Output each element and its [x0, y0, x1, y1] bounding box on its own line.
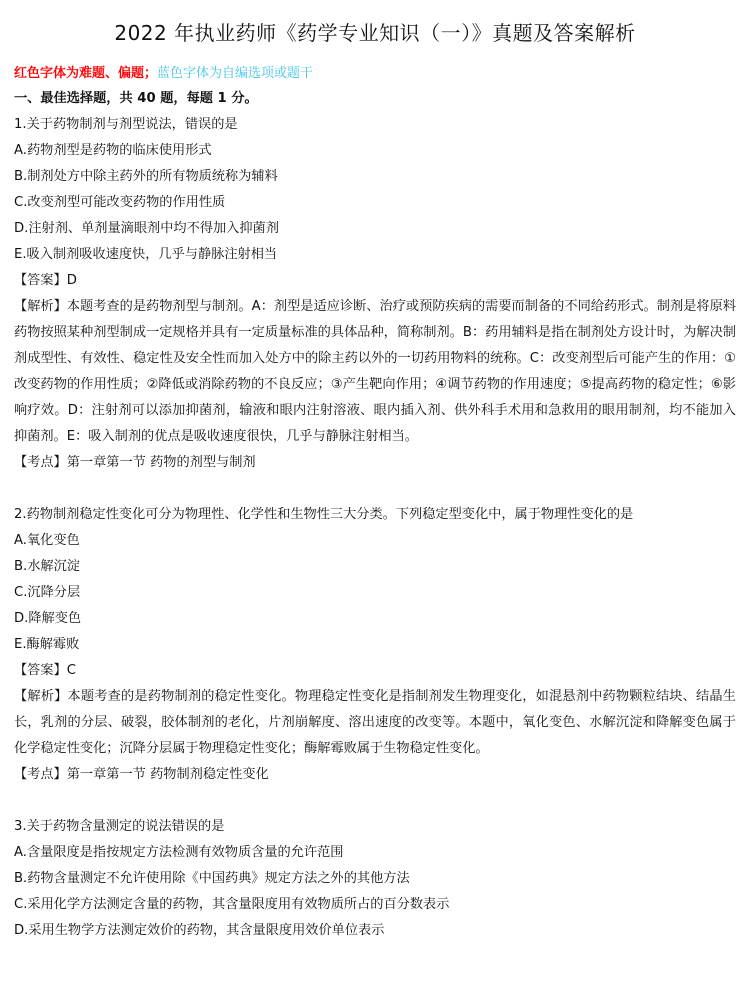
option-d: D.降解变色: [14, 611, 82, 626]
option-d: D.采用生物学方法测定效价的药物，其含量限度用效价单位表示: [14, 923, 385, 938]
question-2: [14, 502, 736, 788]
option-c: C.改变剂型可能改变药物的作用性质: [14, 195, 226, 210]
exam-point: 【考点】第一章第一节 药物的剂型与制剂: [14, 455, 256, 470]
section-heading: 一、最佳选择题，共 40 题，每题 1 分。: [14, 91, 258, 106]
legend-blue-text: 蓝色字体为自编选项或题干: [157, 66, 314, 81]
option-b: B.制剂处方中除主药外的所有物质统称为辅料: [14, 169, 278, 184]
analysis: 【解析】本题考查的是药物制剂的稳定性变化。物理稳定性变化是指制剂发生物理变化，如混悬剂中药物颗粒结块、结晶生长，乳剂的分层、破裂，胶体制剂的老化，片剂崩解度、溶出速度的改变等。本题中，氧化变色、水解沉淀和降解变色属于化学稳定性变化；沉降分层属于物理稳定性变化；酶解霉败属于生物稳定性变化。: [14, 689, 736, 756]
spacer: [14, 788, 736, 814]
color-legend: [14, 62, 736, 86]
option-b: B.药物含量测定不允许使用除《中国药典》规定方法之外的其他方法: [14, 871, 410, 886]
question-3: [14, 814, 736, 944]
question-stem: 2.药物制剂稳定性变化可分为物理性、化学性和生物性三大分类。下列稳定型变化中，属于物理性变化的是: [14, 507, 634, 522]
option-e: E.酶解霉败: [14, 637, 80, 652]
option-c: C.沉降分层: [14, 585, 81, 600]
analysis: 【解析】本题考查的是药物剂型与制剂。A：剂型是适应诊断、治疗或预防疾病的需要而制备的不同给药形式。制剂是将原料药物按照某种剂型制成一定规格并具有一定质量标准的具体品种，简称制剂。B：药用辅料是指在制剂处方设计时，为解决制剂成型性、有效性、稳定性及安全性而加入处方中的除主药以外的一切药用物料的统称。C：改变剂型后可能产生的作用：①改变药物的作用性质；②降低或消除药物的不良反应；③产生靶向作用；④调节药物的作用速度；⑤提高药物的稳定性；⑥影响疗效。D：注射剂可以添加抑菌剂，输液和眼内注射溶液、眼内插入剂、供外科手术用和急救用的眼用制剂，均不能加入抑菌剂。E：吸入制剂的优点是吸收速度很快，几乎与静脉注射相当。: [14, 299, 736, 444]
question-stem: 1.关于药物制剂与剂型说法，错误的是: [14, 117, 238, 132]
answer: 【答案】C: [14, 663, 76, 678]
option-a: A.氧化变色: [14, 533, 80, 548]
option-a: A.药物剂型是药物的临床使用形式: [14, 143, 212, 158]
option-e: E.吸入制剂吸收速度快，几乎与静脉注射相当: [14, 247, 278, 262]
option-c: C.采用化学方法测定含量的药物，其含量限度用有效物质所占的百分数表示: [14, 897, 450, 912]
option-a: A.含量限度是指按规定方法检测有效物质含量的允许范围: [14, 845, 344, 860]
answer: 【答案】D: [14, 273, 77, 288]
question-1: [14, 112, 736, 476]
exam-point: 【考点】第一章第一节 药物制剂稳定性变化: [14, 767, 269, 782]
option-b: B.水解沉淀: [14, 559, 80, 574]
legend-red-text: 红色字体为难题、偏题；: [14, 66, 158, 81]
spacer: [14, 476, 736, 502]
option-d: D.注射剂、单剂量滴眼剂中均不得加入抑菌剂: [14, 221, 279, 236]
document-title: 2022 年执业药师《药学专业知识（一）》真题及答案解析: [114, 21, 636, 45]
question-stem: 3.关于药物含量测定的说法错误的是: [14, 819, 225, 834]
